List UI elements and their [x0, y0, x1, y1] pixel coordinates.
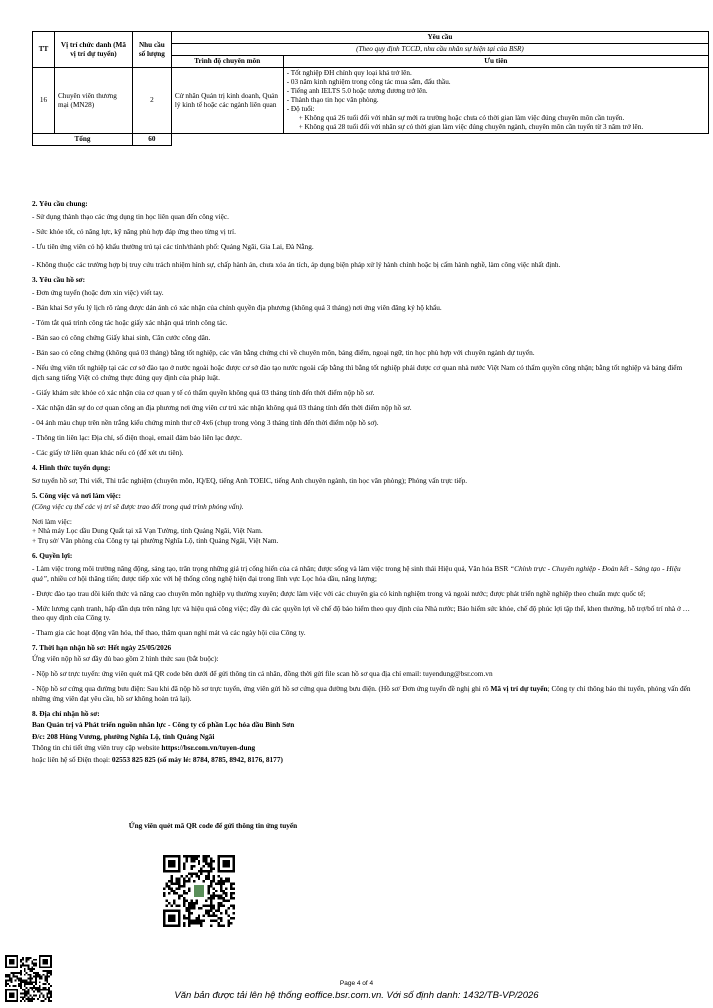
list-item: + Trụ sở/ Văn phòng của Công ty tại phường Nghĩa Lộ, tỉnh Quảng Ngãi, Việt Nam. [32, 535, 279, 545]
footer-note: Văn bản được tải lên hệ thống eoffice.bsr.com.vn. Với số định danh: 1432/TB-VP/2026 [174, 990, 539, 1001]
values-slogan: “Chính trực - Chuyên nghiệp - Đoàn kết - Sáng tạo - Hiệu quả” [32, 564, 681, 583]
list-item: - Xác nhận dân sự do cơ quan công an địa phương nơi ứng viên cư trú xác nhận không quá 03 tháng tính đến thời điểm nộp hồ sơ. [32, 402, 412, 412]
qr-code[interactable] [163, 855, 235, 927]
total-label: Tổng [33, 134, 133, 146]
list-item: - Nếu ứng viên tốt nghiệp tại các cơ sở đào tạo ở nước ngoài hoặc được cơ sở đào tạo nước ngoài cấp bằng thì bằng tốt nghiệp phải được cơ quan nhà nước Việt Nam có thẩm quyền công nhận; bằng tốt nghiệp và bảng điểm dịch sang tiếng Việt có chứng thực đúng quy định của pháp luật. [32, 363, 683, 382]
document-body [32, 199, 694, 764]
section-heading: 4. Hình thức tuyển dụng: [32, 462, 111, 472]
header-requirements-note: (Theo quy định TCCD, nhu cầu nhân sự hiện tại của BSR) [171, 44, 708, 56]
list-item: - Tóm tắt quá trình công tác hoặc giấy xác nhận quá trình công tác. [32, 318, 228, 328]
list-item: - Được đào tạo trau dồi kiến thức và nâng cao chuyên môn nghiệp vụ thường xuyên; được làm việc với các chuyên gia có kinh nghiệm trong và ngoài nước; được phát triển nghề nghiệp theo chuẩn mực quốc tế; [32, 588, 646, 598]
header-education: Trình độ chuyên môn [171, 56, 283, 68]
phone-number: 02553 825 825 (số máy lẻ: 8784, 8785, 8942, 8176, 8177) [111, 754, 283, 764]
list-item [32, 564, 694, 583]
text-span: ; Công ty chỉ thông báo thi tuyển, phỏng vấn đến những ứng viên đạt yêu cầu, hồ sơ không hoàn trả lại). [32, 684, 691, 703]
header-priority: Ưu tiên [283, 56, 708, 68]
header-tt: TT [33, 32, 55, 68]
list-item: - Sử dụng thành thạo các ứng dụng tin học liên quan đến công việc. [32, 212, 229, 222]
section-heading: 8. Địa chỉ nhận hồ sơ: [32, 708, 100, 718]
total-value: 60 [132, 134, 171, 146]
section-heading: 2. Yêu cầu chung: [32, 199, 88, 208]
text-span: Mã vị trí dự tuyển [490, 684, 548, 694]
list-item: - Ưu tiên ứng viên có hộ khẩu thường trú tại các tỉnh/thành phố: Quảng Ngãi, Gia Lai, Đà Nẵng. [32, 242, 314, 252]
section-text: Ứng viên nộp hồ sơ đầy đủ bao gồm 2 hình thức sau (bắt buộc): [32, 654, 219, 664]
list-item [32, 684, 694, 703]
priority-line: - Tiếng anh IELTS 5.0 hoặc tương đương trở lên. [286, 87, 428, 95]
row-position: Chuyên viên thương mại (MN28) [54, 68, 132, 134]
table-row [33, 68, 709, 134]
list-item: - Các giấy tờ liên quan khác nếu có (để xét ưu tiên). [32, 447, 184, 457]
list-item: - Đơn ứng tuyển (hoặc đơn xin việc) viết tay. [32, 288, 164, 298]
text-span: - Làm việc trong môi trường năng động, sáng tạo, trân trọng những giá trị cống hiến của cá nhân; được sống và làm việc trong hệ sinh thái Hiệu quả, Văn hóa BSR [32, 564, 511, 574]
list-item: - Không thuộc các trường hợp bị truy cứu trách nhiệm hình sự, chấp hành án, chưa xóa án tích, áp dụng biện pháp xử lý hành chính hoặc bị cấm hành nghề, làm công việc nhất định. [32, 259, 561, 269]
age-line: + Không quá 28 tuổi đối với nhân sự có thời gian làm việc đúng chuyên ngành, chuyên môn cần tuyển từ 3 năm trở lên. [298, 123, 644, 131]
list-item: - Bản sao có công chứng Giấy khai sinh, Căn cước công dân. [32, 333, 211, 343]
section-heading: 6. Quyền lợi: [32, 550, 73, 560]
section-heading: 3. Yêu cầu hồ sơ: [32, 274, 86, 284]
priority-line: - Độ tuổi: [286, 105, 315, 113]
text-span: Thông tin chi tiết ứng viên truy cập website [32, 743, 162, 753]
list-item: - Tham gia các hoạt động văn hóa, thể thao, thăm quan nghỉ mát và các ngày hội của Công ty. [32, 628, 306, 638]
text-span: , nhiều cơ hội thăng tiến; được tiếp xúc với hệ thống công nghệ hiện đại trong lĩnh vực Lọc hóa dầu, năng lượng; [47, 573, 377, 583]
header-position: Vị trí chức danh (Mã vị trí dự tuyển) [54, 32, 132, 68]
priority-line: - 03 năm kinh nghiệm trong công tác mua sắm, đấu thầu. [286, 78, 451, 86]
list-item: + Nhà máy Lọc dầu Dung Quất tại xã Vạn Tường, tỉnh Quảng Ngãi, Việt Nam. [32, 526, 263, 536]
header-requirements: Yêu cầu [171, 32, 708, 44]
row-priority [283, 68, 708, 134]
org-name: Ban Quản trị và Phát triển nguồn nhân lực - Công ty cổ phần Lọc hóa dầu Bình Sơn [32, 720, 295, 730]
row-quantity: 2 [132, 68, 171, 134]
section-heading: 5. Công việc và nơi làm việc: [32, 491, 121, 501]
list-item: - Mức lương cạnh tranh, hấp dẫn dựa trên năng lực và hiệu quả công việc; đầy đủ các quyền lợi về chế độ bảo hiểm theo quy định của Nhà nước; Bảo hiểm sức khỏe, chế độ phúc lợi tập thể, khen thưởng, hỗ trợ/bố trí nhà ở …theo quy định của Công ty. [32, 603, 690, 623]
org-address: Đ/c: 208 Hùng Vương, phường Nghĩa Lộ, tỉnh Quảng Ngãi [32, 731, 215, 741]
website-line [32, 743, 694, 752]
age-line: + Không quá 26 tuổi đối với nhân sự mới ra trường hoặc chưa có thời gian làm việc đúng chuyên môn cần tuyển. [298, 114, 625, 122]
section-text: Sơ tuyển hồ sơ; Thi viết, Thi trắc nghiệm (chuyên môn, IQ/EQ, tiếng Anh TOEIC, tiếng Anh chuyên ngành, tin học văn phòng); Phỏng vấn trực tiếp. [32, 476, 468, 486]
list-item: - Sức khỏe tốt, có năng lực, kỹ năng phù hợp đáp ứng theo từng vị trí. [32, 227, 236, 237]
list-item: - Bản sao có công chứng (không quá 03 tháng) bằng tốt nghiệp, các văn bằng chứng chỉ về chuyên môn, bảng điểm, ngoại ngữ, tin học phù hợp với chuyên ngành dự tuyển. [32, 348, 535, 358]
list-item: - 04 ảnh màu chụp trên nền trắng kiểu chứng minh thư cỡ 4x6 (chụp trong vòng 3 tháng tính đến thời điểm nộp hồ sơ). [32, 417, 379, 427]
header-quantity: Nhu cầu số lượng [132, 32, 171, 68]
list-item: - Giấy khám sức khỏe có xác nhận của cơ quan y tế có thẩm quyền không quá 03 tháng tính đến thời điểm nộp hồ sơ. [32, 387, 375, 397]
row-education: Cử nhân Quản trị kinh doanh, Quản lý kinh tế hoặc các ngành liên quan [171, 68, 283, 134]
priority-line: - Tốt nghiệp ĐH chính quy loại khá trở lên. [286, 69, 412, 77]
row-tt: 16 [33, 68, 55, 134]
text-span: hoặc liên hệ số Điện thoại: [32, 754, 112, 764]
section-heading: 7. Thời hạn nhận hồ sơ: Hết ngày 25/05/2026 [32, 643, 172, 652]
section-note: (Công việc cụ thể các vị trí sẽ được trao đổi trong quá trình phỏng vấn). [32, 501, 244, 511]
website-link[interactable]: https://bsr.com.vn/tuyen-dung [161, 743, 256, 753]
list-item: - Thông tin liên lạc: Địa chỉ, số điện thoại, email đảm bảo liên lạc được. [32, 432, 242, 442]
priority-line: - Thành thạo tin học văn phòng. [286, 96, 379, 104]
list-item: - Nộp hồ sơ trực tuyến: ứng viên quét mã QR code bên dưới để gửi thông tin cá nhân, đồng thời gửi file scan hồ sơ qua địa chỉ email: tuyendung@bsr.com.vn [32, 669, 493, 679]
place-label: Nơi làm việc: [32, 516, 72, 526]
recruitment-table [32, 31, 709, 146]
phone-line [32, 755, 694, 764]
text-span: - Nộp hồ sơ cứng qua đường bưu điện: Sau khi đã nộp hồ sơ trực tuyến, ứng viên gửi hồ sơ cứng qua đường bưu điện. (Hồ sơ/ Đơn ứng tuyển đề nghị ghi rõ [32, 684, 491, 694]
page-number: Page 4 of 4 [339, 980, 374, 987]
qr-caption: Ứng viên quét mã QR code để gửi thông tin ứng tuyển [128, 821, 298, 830]
list-item: - Bản khai Sơ yếu lý lịch rõ ràng được dán ảnh có xác nhận của chính quyền địa phương (không quá 3 tháng) nơi ứng viên đăng ký hộ khẩu. [32, 303, 442, 313]
